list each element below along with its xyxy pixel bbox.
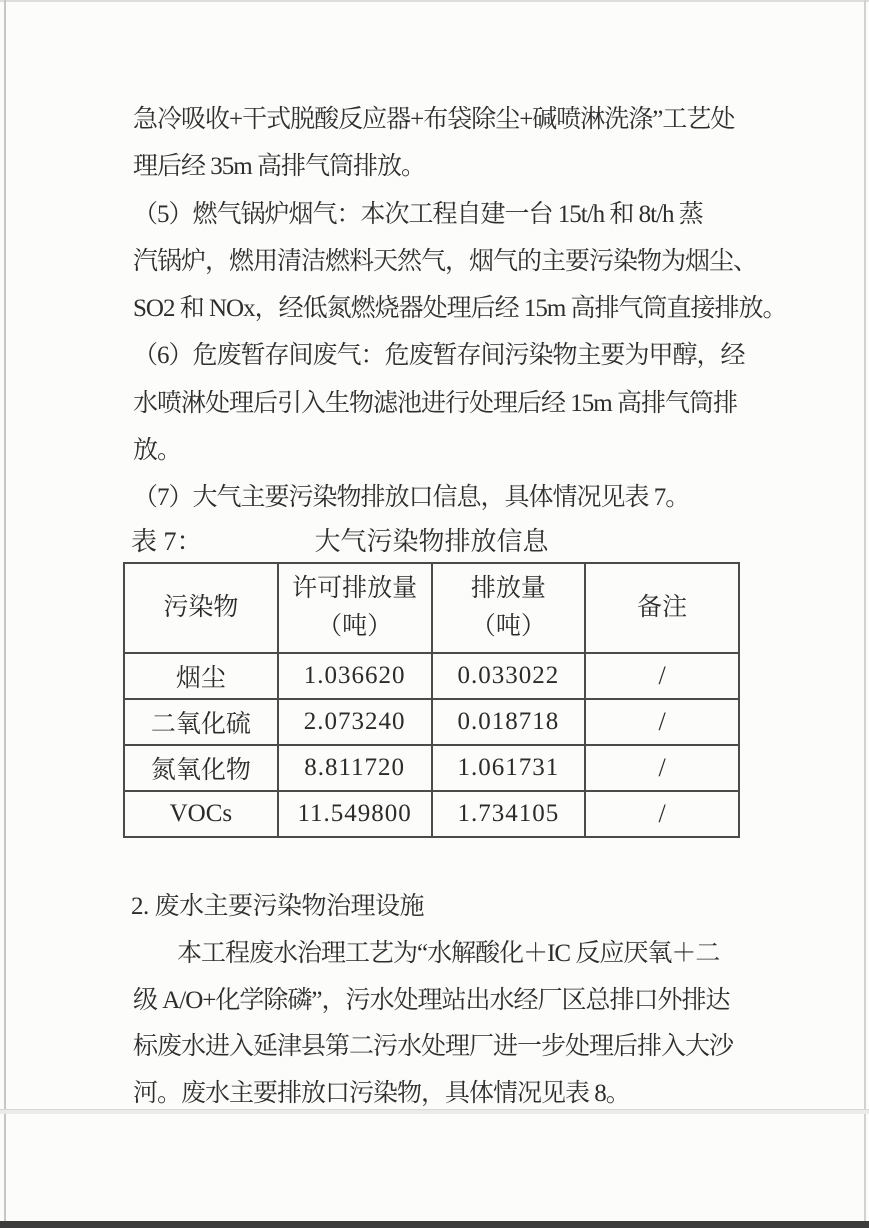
- body-line: SO2 和 NOx，经低氮燃烧器处理后经 15m 高排气筒直接排放。: [133, 295, 787, 323]
- value: /: [658, 707, 666, 736]
- cell-remark: [585, 745, 739, 791]
- cell-emission: [432, 699, 586, 745]
- value: 2.073240: [303, 708, 406, 735]
- value: 1.036620: [303, 662, 406, 689]
- section2-paragraph: [133, 931, 757, 1117]
- cell-permitted: [278, 745, 432, 791]
- body-line: 标废水进入延津县第二污水处理厂进一步处理后排入大沙: [133, 1033, 734, 1060]
- cell-permitted: [278, 699, 432, 745]
- value: 8.811720: [304, 754, 406, 781]
- body-text-block: [133, 96, 787, 522]
- header-label: 污染物: [163, 594, 239, 621]
- value: 0.033022: [457, 662, 560, 689]
- value: /: [658, 799, 666, 828]
- scan-edge-bottom: [0, 1221, 869, 1228]
- table-row: [124, 745, 739, 791]
- header-label: 许可排放量: [292, 575, 418, 602]
- cell-remark: [585, 699, 739, 745]
- body-line: 放。: [133, 437, 182, 465]
- body-line: 河。废水主要排放口污染物，具体情况见表 8。: [133, 1079, 630, 1107]
- air-pollutant-table: [123, 562, 740, 838]
- header-remarks: [585, 563, 739, 653]
- table7-caption: [123, 521, 740, 561]
- header-pollutant: [124, 563, 278, 653]
- header-unit: （吨）: [317, 613, 393, 640]
- header-label: 排放量: [470, 575, 546, 602]
- table-row: [124, 653, 739, 699]
- cell-permitted: [278, 653, 432, 699]
- cell-emission: [432, 745, 586, 791]
- section2-heading: 2. 废水主要污染物治理设施: [131, 893, 425, 920]
- table-row: [124, 699, 739, 745]
- cell-remark: [585, 653, 739, 699]
- table-header-row: [124, 563, 739, 653]
- header-label: 备注: [637, 594, 688, 621]
- scan-edge-right: [864, 0, 866, 1228]
- cell-emission: [432, 791, 586, 837]
- cell-remark: [585, 791, 739, 837]
- scan-edge-left: [4, 0, 6, 1228]
- scan-edge-top: [0, 0, 869, 2]
- cell-permitted: [278, 791, 432, 837]
- body-line: 水喷淋处理后引入生物滤池进行处理后经 15m 高排气筒排: [133, 389, 737, 417]
- value: /: [658, 661, 666, 690]
- cell-pollutant: 氮氧化物: [124, 745, 278, 791]
- body-line: 急冷吸收+干式脱酸反应器+布袋除尘+碱喷淋洗涤”工艺处: [133, 106, 735, 133]
- cell-pollutant: 烟尘: [124, 653, 278, 699]
- body-line: （7）大气主要污染物排放口信息，具体情况见表 7。: [133, 484, 690, 512]
- value: 0.018718: [457, 708, 560, 735]
- body-line: （5）燃气锅炉烟气：本次工程自建一台 15t/h 和 8t/h 蒸: [133, 200, 703, 228]
- value: 1.061731: [457, 754, 560, 781]
- body-line: 汽锅炉，燃用清洁燃料天然气，烟气的主要污染物为烟尘、: [133, 247, 758, 275]
- body-line: 本工程废水治理工艺为“水解酸化＋IC 反应厌氧＋二: [177, 940, 720, 967]
- header-emission: [432, 563, 586, 653]
- value: /: [658, 753, 666, 782]
- value: 1.734105: [457, 800, 560, 827]
- body-line: 理后经 35m 高排气筒排放。: [133, 153, 425, 181]
- body-line: 级 A/O+化学除磷”，污水处理站出水经厂区总排口外排达: [133, 986, 730, 1014]
- cell-pollutant: VOCs: [124, 791, 278, 837]
- value: 11.549800: [297, 800, 412, 827]
- cell-pollutant: 二氧化硫: [124, 699, 278, 745]
- table7-caption-label: 表 7：: [131, 527, 203, 556]
- header-unit: （吨）: [470, 613, 546, 640]
- cell-emission: [432, 653, 586, 699]
- header-permitted-emission: [278, 563, 432, 653]
- body-line: （6）危废暂存间废气：危废暂存间污染物主要为甲醇，经: [133, 342, 745, 370]
- table-row: [124, 791, 739, 837]
- table7-caption-title: 大气污染物排放信息: [314, 527, 549, 556]
